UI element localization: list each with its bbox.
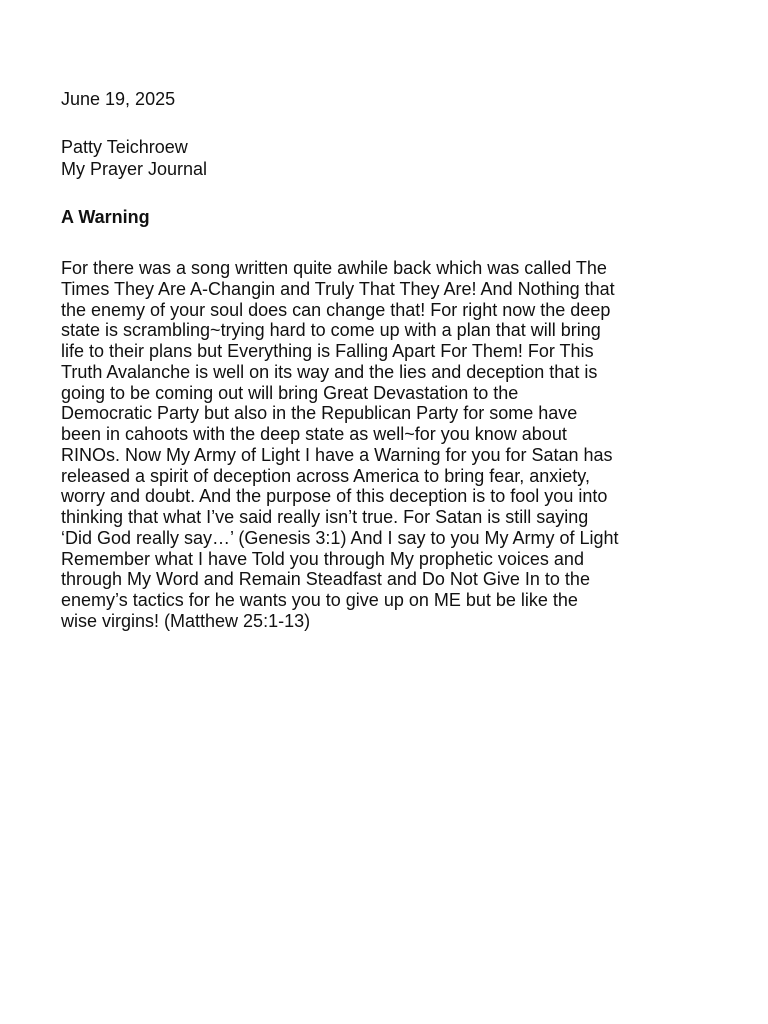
body-line: enemy’s tactics for he wants you to give up on ME but be like the [61,590,578,610]
body-line: wise virgins! (Matthew 25:1-13) [61,610,311,631]
body-line: going to be coming out will bring Great Devastation to the [61,382,519,403]
body-line: through My Word and Remain Steadfast and Do Not Give In to the [61,569,590,590]
body-line: been in cahoots with the deep state as well~for you know about [61,424,567,444]
entry-body [61,258,721,632]
body-line: Truth Avalanche is well on its way and the lies and deception that is [61,361,598,382]
journal-title: My Prayer Journal [61,159,208,179]
body-line: life to their plans but Everything is Falling Apart For Them! For This [61,341,594,361]
body-line: For there was a song written quite awhile back which was called The [61,258,607,278]
entry-heading: A Warning [61,207,150,227]
body-line: released a spirit of deception across America to bring fear, anxiety, [61,465,590,486]
body-line: worry and doubt. And the purpose of this deception is to fool you into [61,486,608,507]
body-line: ‘Did God really say…’ (Genesis 3:1) And I say to you My Army of Light [61,527,619,548]
author-name: Patty Teichroew [61,137,188,157]
body-line: RINOs. Now My Army of Light I have a Warning for you for Satan has [61,444,613,465]
body-line: Times They Are A-Changin and Truly That They Are! And Nothing that [61,278,615,299]
body-line: thinking that what I’ve said really isn’t true. For Satan is still saying [61,507,589,527]
entry-date: June 19, 2025 [61,89,176,109]
body-line: Remember what I have Told you through My prophetic voices and [61,548,584,569]
body-line: Democratic Party but also in the Republican Party for some have [61,403,578,424]
body-line: state is scrambling~trying hard to come up with a plan that will bring [61,320,601,341]
body-line: the enemy of your soul does can change that! For right now the deep [61,299,611,320]
